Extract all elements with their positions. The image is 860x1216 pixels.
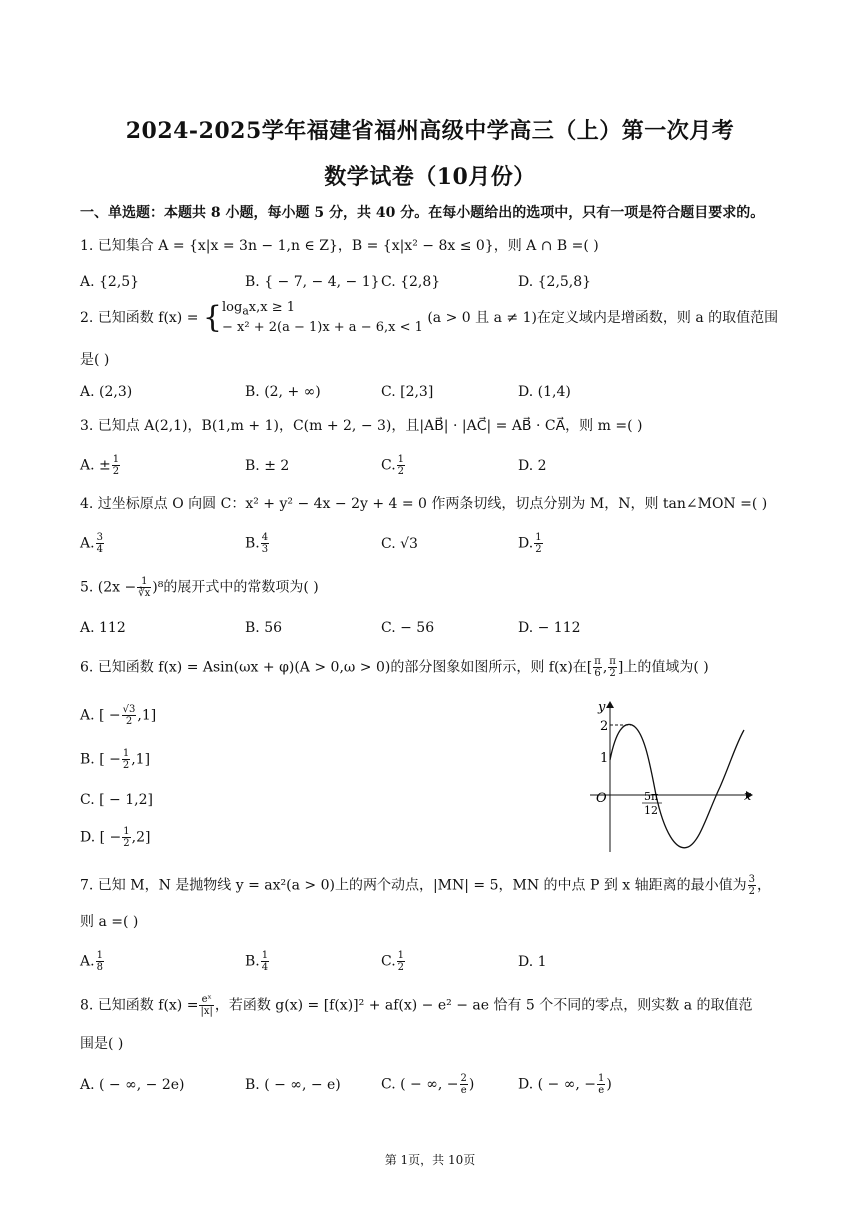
graph-zero-num: 5π: [644, 790, 659, 803]
q5-option-d: D. − 112: [518, 620, 581, 636]
q8-option-a: A. ( − ∞, − 2e): [80, 1077, 185, 1093]
q7-option-c: C. $\frac{1}{2}$: [381, 950, 405, 973]
fraction: $\frac{1}{2}$: [397, 950, 405, 973]
brace-symbol: {: [202, 299, 222, 335]
page-number: 第 1页，共 10页: [384, 1153, 476, 1167]
fraction: $\frac{√3}{2}$: [122, 704, 136, 727]
fraction: $\frac{1}{2}$: [535, 532, 542, 555]
q3-option-c: C. $\frac{1}{2}$: [381, 454, 405, 477]
q4-option-c: C. √3: [381, 536, 418, 552]
q8-option-c: C. ( − ∞, − $\frac{2}{e}$ ): [381, 1073, 475, 1096]
question-3-stem: 3. 已知点 A(2,1)，B(1,m + 1)，C(m + 2, − 3)，且|AB⃗| · |AC⃗| = AB⃗ · CA⃗，则 m =( ): [80, 418, 643, 434]
fraction: $\frac{4}{3}$: [261, 532, 269, 555]
fraction: $\frac{2}{e}$: [460, 1073, 467, 1096]
q7-option-d: D. 1: [518, 954, 547, 970]
q7-option-a: A. $\frac{1}{8}$: [80, 950, 103, 973]
fraction: $\frac{3}{2}$: [748, 874, 756, 897]
question-2-stem: [80, 300, 790, 340]
q1-option-d: D. {2,5,8}: [518, 274, 592, 290]
q2-stem-suffix: (a > 0 且 a ≠ 1)在定义域内是增函数，则 a 的取值范围: [427, 309, 779, 326]
question-4-stem: 4. 过坐标原点 O 向圆 C：x² + y² − 4x − 2y + 4 = 0 作两条切线，切点分别为 M，N，则 tan∠MON =( ): [80, 496, 768, 512]
q8-option-d: D. ( − ∞, − $\frac{1}{e}$ ): [518, 1073, 612, 1096]
question-8-line2: 围是( ): [80, 1036, 124, 1052]
q8-option-b: B. ( − ∞, − e): [245, 1077, 341, 1093]
q3-option-d: D. 2: [518, 458, 547, 474]
piece-2: − x² + 2(a − 1)x + a − 6,x < 1: [222, 319, 423, 335]
question-7-stem: 7. 已知 M，N 是抛物线 y = ax²(a > 0)上的两个动点，|MN| = 5，MN 的中点 P 到 x 轴距离的最小值为 $\frac{3}{2}$ ，: [80, 874, 772, 897]
q1-option-c: C. {2,8}: [381, 274, 441, 290]
question-2-line2: 是( ): [80, 352, 110, 368]
exam-subtitle: 数学试卷（10月份）: [324, 164, 536, 190]
q4-option-b: B. $\frac{4}{3}$: [245, 532, 269, 555]
q6-option-b: B. [ − $\frac{1}{2}$ ,1]: [80, 748, 151, 771]
graph-zero-den: 12: [644, 804, 658, 817]
piecewise-cases: [222, 300, 423, 336]
question-5-stem: 5. (2x − $\frac{1}{∛x}$ )⁸的展开式中的常数项为( ): [80, 576, 319, 599]
q2-option-a: A. (2,3): [80, 384, 133, 400]
q2-option-c: C. [2,3]: [381, 384, 434, 400]
fraction: $\frac{1}{4}$: [261, 950, 269, 973]
fraction: $\frac{\pi}{2}$: [609, 656, 616, 679]
fraction: $\frac{\pi}{6}$: [594, 656, 601, 679]
q4-option-a: A. $\frac{3}{4}$: [80, 532, 103, 555]
sine-curve: [610, 724, 744, 847]
fraction: $\frac{1}{e}$: [598, 1073, 605, 1096]
question-7-line2: 则 a =( ): [80, 914, 139, 930]
q1-option-b: B. { − 7, − 4, − 1}: [245, 274, 380, 290]
q7-option-b: B. $\frac{1}{4}$: [245, 950, 269, 973]
fraction: $\frac{\text{eˣ}}{|x|}$: [200, 994, 213, 1017]
q2-stem-prefix: 2. 已知函数 f(x) =: [80, 309, 199, 326]
section-heading: 一、单选题：本题共 8 小题，每小题 5 分，共 40 分。在每小题给出的选项中，只有一项是符合题目要求的。: [80, 205, 765, 221]
question-1-stem: 1. 已知集合 A = {x|x = 3n − 1,n ∈ Z}，B = {x|x² − 8x ≤ 0}，则 A ∩ B =( ): [80, 238, 599, 254]
q6-option-c: C. [ − 1,2]: [80, 792, 153, 808]
piece-1: $\log_ax,x \ge 1$: [222, 300, 296, 318]
q3-option-a: A. ± $\frac{1}{2}$: [80, 454, 120, 477]
graph-x-label: x: [744, 789, 752, 804]
q2-option-b: B. (2, + ∞): [245, 384, 321, 400]
graph-tick-1: 1: [600, 751, 609, 766]
q3-option-b: B. ± 2: [245, 458, 290, 474]
question-8-stem: 8. 已知函数 f(x) = $\frac{\text{eˣ}}{|x|}$ ，若函数 g(x) = [f(x)]² + af(x) − e² − ae 恰有 5 个不同的零点，则实数 a 的取值范: [80, 994, 753, 1017]
fraction: $\frac{1}{∛x}$: [138, 576, 151, 599]
exam-title: 2024-2025学年福建省福州高级中学高三（上）第一次月考: [125, 118, 735, 144]
fraction: $\frac{1}{8}$: [96, 950, 103, 973]
q5-option-b: B. 56: [245, 620, 283, 636]
sine-graph: [580, 692, 760, 856]
q6-option-d: D. [ − $\frac{1}{2}$ ,2]: [80, 826, 151, 849]
fraction: $\frac{1}{2}$: [112, 454, 120, 477]
graph-origin-label: O: [596, 791, 607, 806]
q5-option-a: A. 112: [80, 620, 126, 636]
fraction: $\frac{1}{2}$: [397, 454, 405, 477]
question-6-stem: 6. 已知函数 f(x) = Asin(ωx + φ)(A > 0,ω > 0)的部分图象如图所示，则 f(x)在[ $\frac{\pi}{6}$ , $\frac{\pi}{2}$ ]上的值域为( ): [80, 656, 709, 679]
q1-option-a: A. {2,5}: [80, 274, 140, 290]
q6-option-a: A. [ − $\frac{√3}{2}$ ,1]: [80, 704, 157, 727]
graph-tick-2: 2: [600, 719, 609, 734]
q2-option-d: D. (1,4): [518, 384, 571, 400]
fraction: $\frac{3}{4}$: [96, 532, 103, 555]
fraction: $\frac{1}{2}$: [123, 826, 130, 849]
fraction: $\frac{1}{2}$: [122, 748, 130, 771]
q5-option-c: C. − 56: [381, 620, 435, 636]
graph-y-label: y: [598, 700, 606, 715]
q4-option-d: D. $\frac{1}{2}$: [518, 532, 542, 555]
